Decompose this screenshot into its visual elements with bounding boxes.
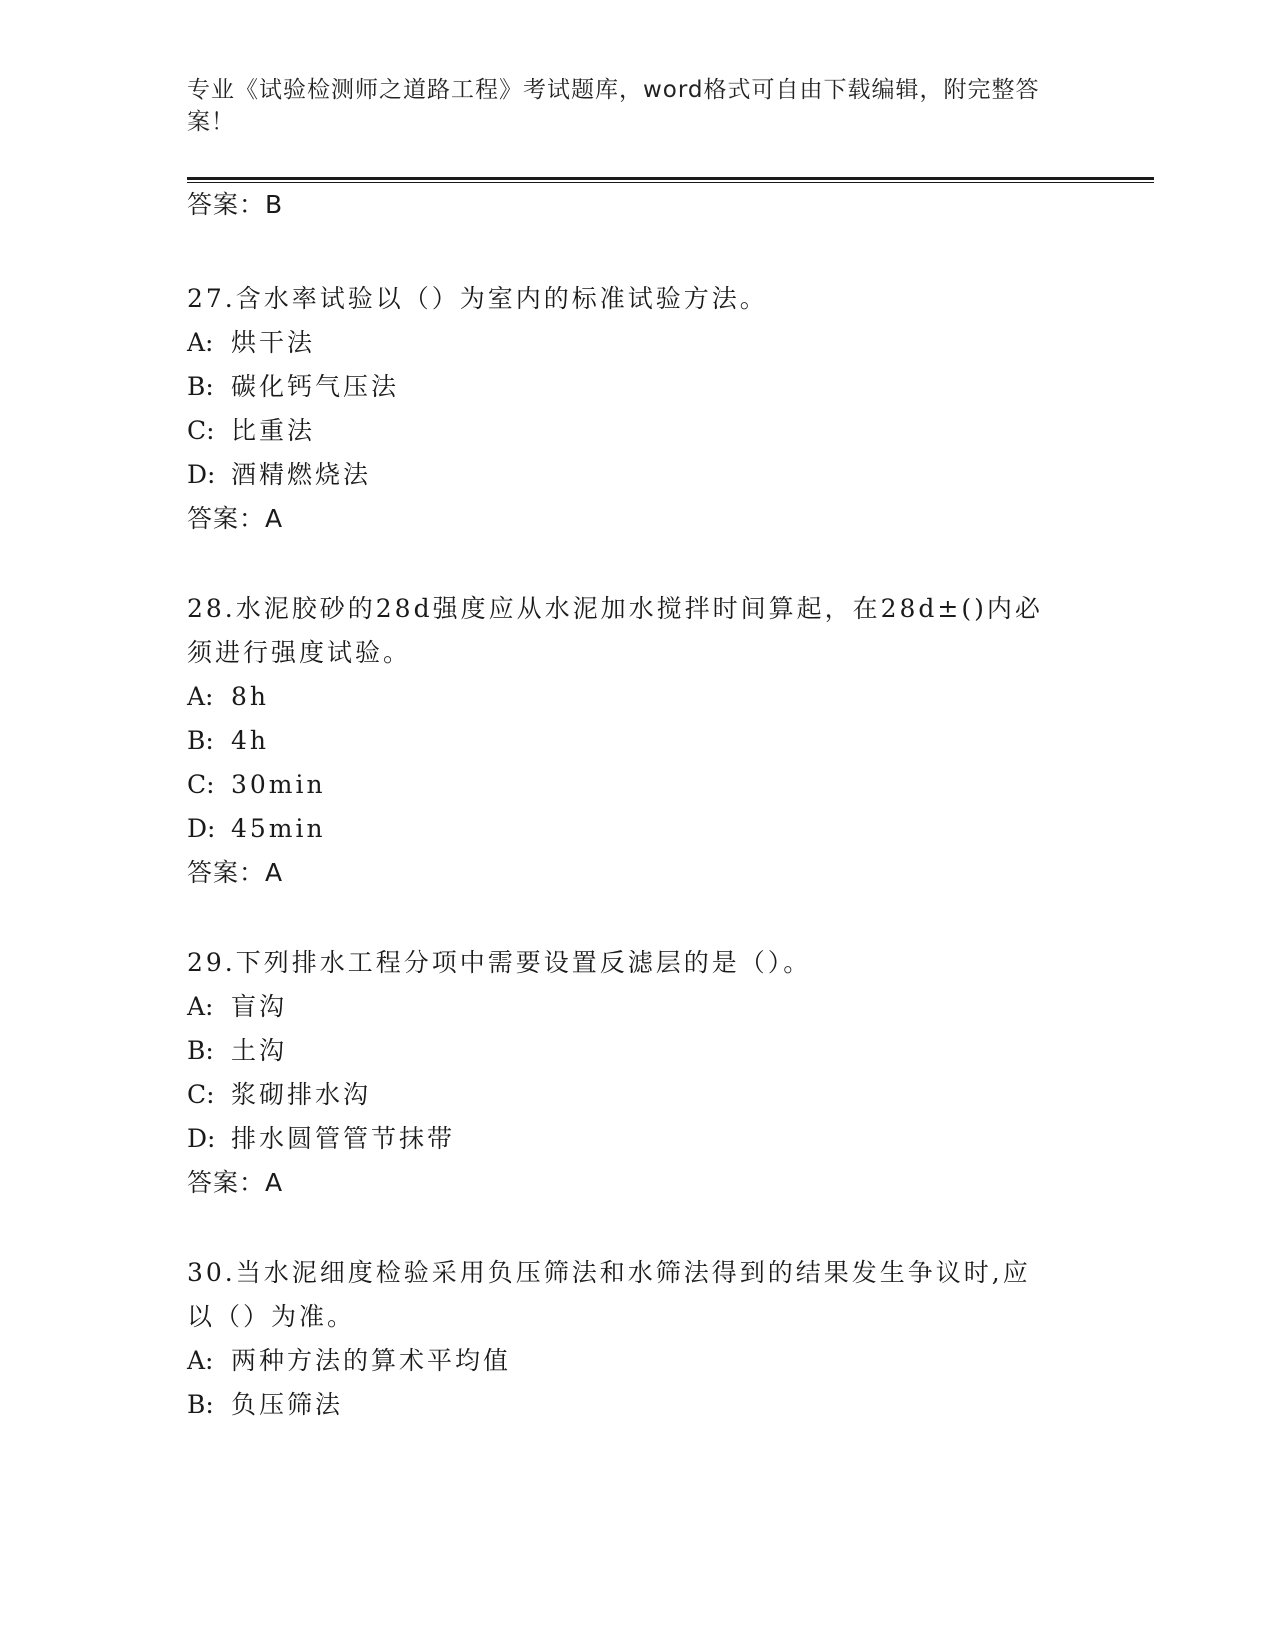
question-30-option-a xyxy=(187,1346,511,1376)
answer-26: 答案：B xyxy=(187,190,284,219)
header-line-2: 案！ xyxy=(187,109,235,135)
option-text: 酒精燃烧法 xyxy=(231,460,372,489)
option-label: B: xyxy=(187,1390,214,1419)
header-divider-thick xyxy=(187,177,1154,180)
document-header xyxy=(187,74,1067,138)
option-text: 30min xyxy=(231,770,326,799)
option-label: A: xyxy=(187,682,214,711)
option-text: 盲沟 xyxy=(231,992,288,1021)
question-28-answer: 答案：A xyxy=(187,858,284,887)
option-text: 碳化钙气压法 xyxy=(231,372,400,401)
option-label: D: xyxy=(187,1124,216,1153)
option-label: B: xyxy=(187,372,214,401)
option-text: 两种方法的算术平均值 xyxy=(231,1346,512,1375)
option-text: 比重法 xyxy=(231,416,316,445)
option-text: 土沟 xyxy=(231,1036,288,1065)
option-label: A: xyxy=(187,328,214,357)
option-label: B: xyxy=(187,726,214,755)
option-label: A: xyxy=(187,1346,214,1375)
question-29-option-d xyxy=(187,1124,455,1154)
question-27-stem: 27.含水率试验以（）为室内的标准试验方法。 xyxy=(187,284,768,313)
option-label: C: xyxy=(187,1080,215,1109)
question-28-option-a xyxy=(187,682,269,712)
option-label: D: xyxy=(187,814,216,843)
option-text: 负压筛法 xyxy=(231,1390,344,1419)
option-label: C: xyxy=(187,770,215,799)
question-29-option-c xyxy=(187,1080,371,1110)
question-30-option-b xyxy=(187,1390,343,1420)
option-text: 8h xyxy=(231,682,270,711)
question-29-option-a xyxy=(187,992,287,1022)
option-text: 4h xyxy=(231,726,270,755)
question-27-answer: 答案：A xyxy=(187,504,284,533)
header-line-1: 专业《试验检测师之道路工程》考试题库，word格式可自由下载编辑，附完整答 xyxy=(187,77,1040,103)
option-label: D: xyxy=(187,460,216,489)
question-29-option-b xyxy=(187,1036,287,1066)
option-text: 排水圆管管节抹带 xyxy=(231,1124,456,1153)
question-29-answer: 答案：A xyxy=(187,1168,284,1197)
question-28-option-d xyxy=(187,814,326,844)
question-28-option-c xyxy=(187,770,326,800)
header-divider-thin xyxy=(187,182,1154,183)
option-text: 浆砌排水沟 xyxy=(231,1080,372,1109)
question-30-stem-line-1: 30.当水泥细度检验采用负压筛法和水筛法得到的结果发生争议时,应 xyxy=(187,1258,1031,1287)
question-29-stem: 29.下列排水工程分项中需要设置反滤层的是（）。 xyxy=(187,948,812,977)
option-label: B: xyxy=(187,1036,214,1065)
question-28-option-b xyxy=(187,726,269,756)
option-label: C: xyxy=(187,416,215,445)
option-text: 烘干法 xyxy=(231,328,316,357)
option-label: A: xyxy=(187,992,214,1021)
question-28-stem-line-1: 28.水泥胶砂的28d强度应从水泥加水搅拌时间算起，在28d±()内必 xyxy=(187,594,1043,623)
question-30-stem-line-2: 以（）为准。 xyxy=(187,1302,356,1331)
question-27-option-d xyxy=(187,460,371,490)
question-27-option-a xyxy=(187,328,315,358)
option-text: 45min xyxy=(231,814,326,843)
question-27-option-b xyxy=(187,372,399,402)
question-28-stem-line-2: 须进行强度试验。 xyxy=(187,638,412,667)
question-27-option-c xyxy=(187,416,315,446)
